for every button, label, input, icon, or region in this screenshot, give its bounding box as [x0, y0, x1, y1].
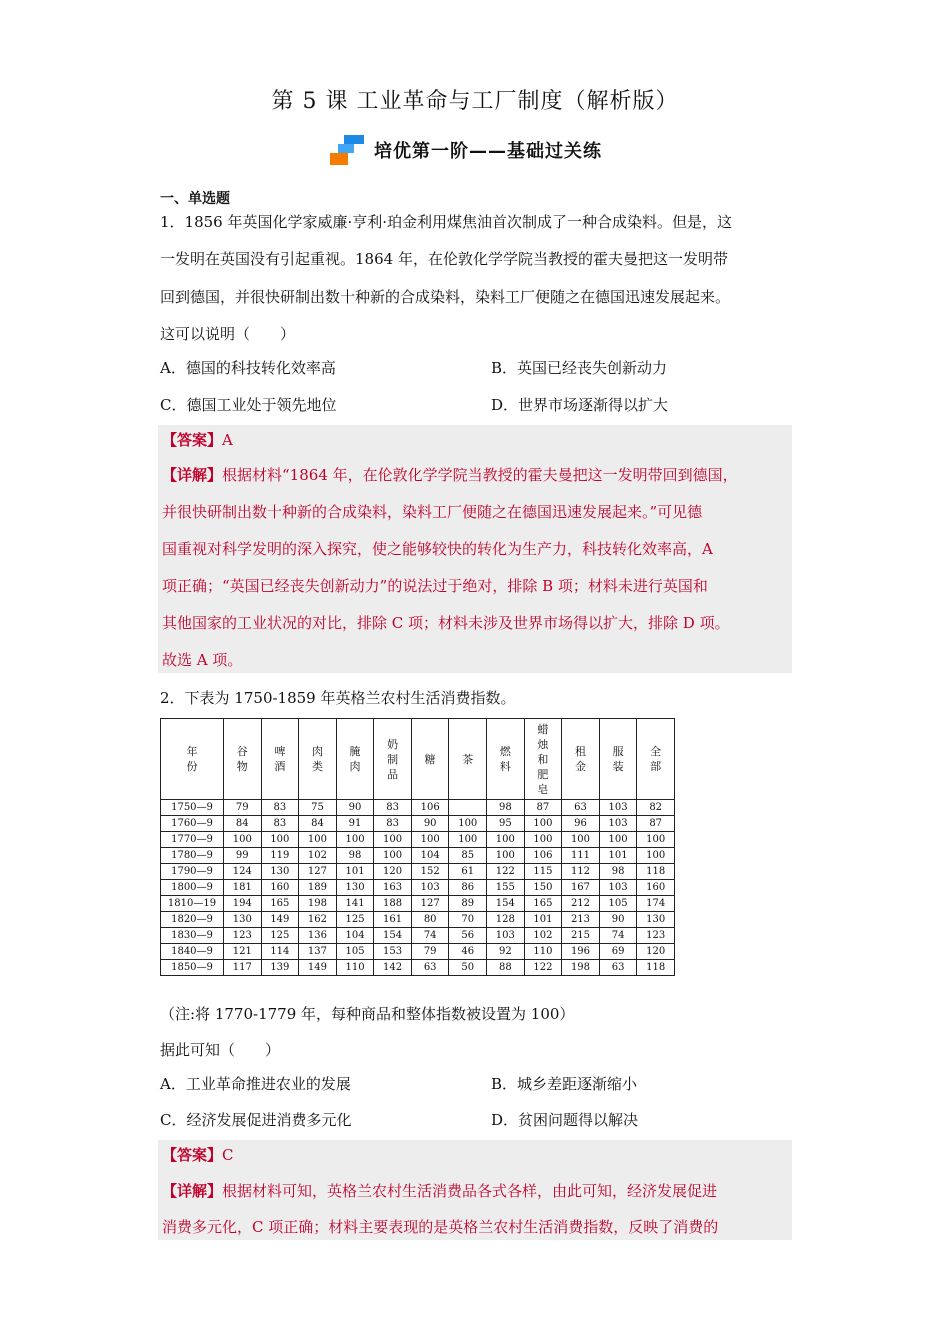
table-cell: 89	[449, 896, 487, 912]
table-cell: 100	[374, 848, 412, 864]
table-header: 奶制品	[374, 719, 412, 800]
table-cell: 50	[449, 960, 487, 976]
table-cell: 56	[449, 928, 487, 944]
table-cell: 105	[599, 896, 637, 912]
q1-detail-line-4: 项正确；“英国已经丧失创新动力”的说法过于绝对，排除 B 项；材料未进行英国和	[162, 577, 708, 595]
table-cell: 161	[374, 912, 412, 928]
table-cell: 121	[224, 944, 262, 960]
table-cell: 98	[487, 800, 525, 816]
q1-detail-line-3: 国重视对科学发明的深入探究，使之能够较快的转化为生产力，科技转化效率高，A	[162, 540, 713, 558]
table-cell: 103	[599, 880, 637, 896]
table-cell: 90	[336, 800, 374, 816]
table-cell: 130	[224, 912, 262, 928]
table-cell: 63	[562, 800, 600, 816]
table-cell: 101	[524, 912, 562, 928]
table-cell: 101	[599, 848, 637, 864]
table-cell: 63	[411, 960, 449, 976]
table-row	[161, 816, 675, 832]
table-header: 腌肉	[336, 719, 374, 800]
q1-answer: 【答案】A	[162, 431, 233, 449]
table-cell: 102	[299, 848, 337, 864]
table-cell: 100	[336, 832, 374, 848]
table-header-row	[161, 719, 675, 800]
consumption-index-table	[160, 718, 675, 976]
table-cell: 84	[299, 816, 337, 832]
q1-option-a: A．德国的科技转化效率高	[160, 359, 336, 377]
table-cell: 196	[562, 944, 600, 960]
table-cell: 150	[524, 880, 562, 896]
table-cell: 100	[487, 832, 525, 848]
q1-option-b: B．英国已经丧失创新动力	[491, 359, 668, 377]
table-cell: 120	[637, 944, 675, 960]
table-header: 服装	[599, 719, 637, 800]
table-row	[161, 800, 675, 816]
table-cell: 100	[562, 832, 600, 848]
table-cell: 83	[374, 800, 412, 816]
table-header: 燃料	[487, 719, 525, 800]
subtitle-text: 培优第一阶——基础过关练	[374, 141, 602, 162]
table-cell: 103	[411, 880, 449, 896]
table-cell: 74	[599, 928, 637, 944]
q2-answer: 【答案】C	[162, 1146, 234, 1164]
table-cell-period: 1780—9	[161, 848, 224, 864]
table-cell: 149	[299, 960, 337, 976]
table-cell: 79	[224, 800, 262, 816]
table-cell: 82	[637, 800, 675, 816]
table-cell: 86	[449, 880, 487, 896]
table-cell: 212	[562, 896, 600, 912]
table-cell: 115	[524, 864, 562, 880]
table-cell: 104	[336, 928, 374, 944]
table-cell-period: 1810—19	[161, 896, 224, 912]
q2-detail-line-2: 消费多元化，C 项正确；材料主要表现的是英格兰农村生活消费指数，反映了消费的	[162, 1218, 719, 1236]
table-cell: 100	[524, 832, 562, 848]
table-cell-period: 1830—9	[161, 928, 224, 944]
table-cell: 100	[599, 832, 637, 848]
table-cell: 215	[562, 928, 600, 944]
table-cell: 92	[487, 944, 525, 960]
table-header: 糖	[411, 719, 449, 800]
table-row	[161, 848, 675, 864]
table-row	[161, 912, 675, 928]
table-cell: 88	[487, 960, 525, 976]
table-cell: 125	[261, 928, 299, 944]
table-cell: 152	[411, 864, 449, 880]
table-cell: 103	[599, 816, 637, 832]
subtitle-banner	[330, 132, 602, 168]
table-header: 年份	[161, 719, 224, 800]
table-cell: 194	[224, 896, 262, 912]
table-cell-period: 1820—9	[161, 912, 224, 928]
table-cell: 100	[637, 848, 675, 864]
table-cell: 136	[299, 928, 337, 944]
table-cell: 98	[336, 848, 374, 864]
table-cell: 198	[299, 896, 337, 912]
table-cell: 117	[224, 960, 262, 976]
table-header: 茶	[449, 719, 487, 800]
table-header: 谷物	[224, 719, 262, 800]
q2-stem: 2．下表为 1750-1859 年英格兰农村生活消费指数。	[160, 689, 516, 707]
table-cell: 112	[562, 864, 600, 880]
table-cell: 100	[637, 832, 675, 848]
table-cell-period: 1770—9	[161, 832, 224, 848]
table-cell: 70	[449, 912, 487, 928]
table-header: 啤酒	[261, 719, 299, 800]
table-cell: 110	[336, 960, 374, 976]
table-cell: 142	[374, 960, 412, 976]
table-cell: 130	[336, 880, 374, 896]
table-cell: 181	[224, 880, 262, 896]
staircase-logo-icon	[330, 133, 370, 167]
q1-detail-line-1: 【详解】根据材料“1864 年，在伦敦化学学院当教授的霍夫曼把这一发明带回到德国，	[162, 466, 738, 484]
q2-option-b: B．城乡差距逐渐缩小	[491, 1075, 638, 1093]
table-row	[161, 928, 675, 944]
table-cell: 69	[599, 944, 637, 960]
table-cell: 95	[487, 816, 525, 832]
table-cell: 100	[374, 832, 412, 848]
table-cell: 79	[411, 944, 449, 960]
q1-line-4: 这可以说明（ ）	[160, 325, 296, 343]
table-cell: 125	[336, 912, 374, 928]
table-cell: 165	[261, 896, 299, 912]
table-row	[161, 896, 675, 912]
table-cell: 114	[261, 944, 299, 960]
table-cell: 167	[562, 880, 600, 896]
table-cell: 91	[336, 816, 374, 832]
table-cell: 160	[637, 880, 675, 896]
table-cell: 118	[637, 864, 675, 880]
table-cell: 85	[449, 848, 487, 864]
q2-detail-line-1: 【详解】根据材料可知，英格兰农村生活消费品各式各样，由此可知，经济发展促进	[162, 1182, 718, 1200]
table-cell: 119	[261, 848, 299, 864]
q1-detail-line-2: 并很快研制出数十种新的合成染料，染料工厂便随之在德国迅速发展起来。”可见德	[162, 503, 703, 521]
table-cell: 110	[524, 944, 562, 960]
table-cell: 122	[487, 864, 525, 880]
table-cell: 130	[261, 864, 299, 880]
table-cell: 137	[299, 944, 337, 960]
table-cell: 100	[411, 832, 449, 848]
table-cell: 162	[299, 912, 337, 928]
table-cell: 83	[261, 816, 299, 832]
table-cell: 155	[487, 880, 525, 896]
table-cell: 149	[261, 912, 299, 928]
table-cell: 61	[449, 864, 487, 880]
table-cell: 154	[374, 928, 412, 944]
table-cell: 141	[336, 896, 374, 912]
table-row	[161, 880, 675, 896]
table-cell: 83	[261, 800, 299, 816]
q1-option-c: C．德国工业处于领先地位	[160, 396, 337, 414]
table-cell: 128	[487, 912, 525, 928]
table-header: 全部	[637, 719, 675, 800]
table-cell	[449, 800, 487, 816]
table-cell: 102	[524, 928, 562, 944]
table-cell: 160	[261, 880, 299, 896]
section-heading: 一、单选题	[160, 191, 230, 207]
table-cell: 46	[449, 944, 487, 960]
table-cell: 153	[374, 944, 412, 960]
table-cell: 123	[224, 928, 262, 944]
table-row	[161, 864, 675, 880]
q2-option-c: C．经济发展促进消费多元化	[160, 1111, 352, 1129]
table-header: 蜡烛和肥皂	[524, 719, 562, 800]
table-cell: 75	[299, 800, 337, 816]
table-cell: 106	[411, 800, 449, 816]
table-cell: 120	[374, 864, 412, 880]
table-cell: 74	[411, 928, 449, 944]
table-cell: 83	[374, 816, 412, 832]
table-cell: 87	[637, 816, 675, 832]
table-body	[161, 800, 675, 976]
table-cell: 139	[261, 960, 299, 976]
q2-option-a: A．工业革命推进农业的发展	[160, 1075, 351, 1093]
table-cell: 80	[411, 912, 449, 928]
table-cell: 100	[224, 832, 262, 848]
table-cell-period: 1840—9	[161, 944, 224, 960]
table-cell: 213	[562, 912, 600, 928]
table-cell: 188	[374, 896, 412, 912]
table-cell-period: 1760—9	[161, 816, 224, 832]
table-cell: 90	[599, 912, 637, 928]
table-cell: 90	[411, 816, 449, 832]
table-cell: 105	[336, 944, 374, 960]
table-cell: 124	[224, 864, 262, 880]
q2-ask: 据此可知（ ）	[160, 1041, 281, 1059]
q1-detail-line-6: 故选 A 项。	[162, 651, 243, 669]
table-row	[161, 944, 675, 960]
table-row	[161, 832, 675, 848]
table-cell: 154	[487, 896, 525, 912]
table-cell: 118	[637, 960, 675, 976]
table-cell: 127	[299, 864, 337, 880]
table-cell: 100	[261, 832, 299, 848]
table-header: 肉类	[299, 719, 337, 800]
table-cell-period: 1750—9	[161, 800, 224, 816]
table-row	[161, 960, 675, 976]
table-cell: 101	[336, 864, 374, 880]
q2-option-d: D．贫困问题得以解决	[491, 1111, 639, 1129]
table-cell: 130	[637, 912, 675, 928]
table-header: 租金	[562, 719, 600, 800]
table-cell: 100	[449, 832, 487, 848]
table-cell: 63	[599, 960, 637, 976]
table-cell: 106	[524, 848, 562, 864]
page-title: 第 5 课 工业革命与工厂制度（解析版）	[271, 89, 679, 114]
table-cell-period: 1790—9	[161, 864, 224, 880]
q1-line-3: 回到德国，并很快研制出数十种新的合成染料，染料工厂便随之在德国迅速发展起来。	[160, 288, 731, 306]
table-cell: 100	[299, 832, 337, 848]
q2-note: （注:将 1770-1779 年，每种商品和整体指数被设置为 100）	[160, 1005, 575, 1023]
table-cell: 100	[449, 816, 487, 832]
table-cell: 87	[524, 800, 562, 816]
table-cell: 99	[224, 848, 262, 864]
table-cell: 122	[524, 960, 562, 976]
q1-line-2: 一发明在英国没有引起重视。1864 年，在伦敦化学学院当教授的霍夫曼把这一发明带	[160, 250, 728, 268]
table-cell: 174	[637, 896, 675, 912]
table-cell: 123	[637, 928, 675, 944]
table-cell-period: 1850—9	[161, 960, 224, 976]
table-cell: 96	[562, 816, 600, 832]
table-cell: 103	[487, 928, 525, 944]
q1-detail-line-5: 其他国家的工业状况的对比，排除 C 项；材料未涉及世界市场得以扩大，排除 D 项。	[162, 614, 730, 632]
table-cell: 100	[487, 848, 525, 864]
table-cell: 98	[599, 864, 637, 880]
table-cell: 84	[224, 816, 262, 832]
q1-option-d: D．世界市场逐渐得以扩大	[491, 396, 669, 414]
table-cell: 100	[524, 816, 562, 832]
table-cell-period: 1800—9	[161, 880, 224, 896]
table-cell: 104	[411, 848, 449, 864]
table-cell: 103	[599, 800, 637, 816]
table-cell: 198	[562, 960, 600, 976]
q1-line-1: 1．1856 年英国化学家威廉·亨利·珀金利用煤焦油首次制成了一种合成染料。但是，这	[160, 213, 733, 231]
table-cell: 111	[562, 848, 600, 864]
table-cell: 127	[411, 896, 449, 912]
table-cell: 163	[374, 880, 412, 896]
table-cell: 165	[524, 896, 562, 912]
table-cell: 189	[299, 880, 337, 896]
